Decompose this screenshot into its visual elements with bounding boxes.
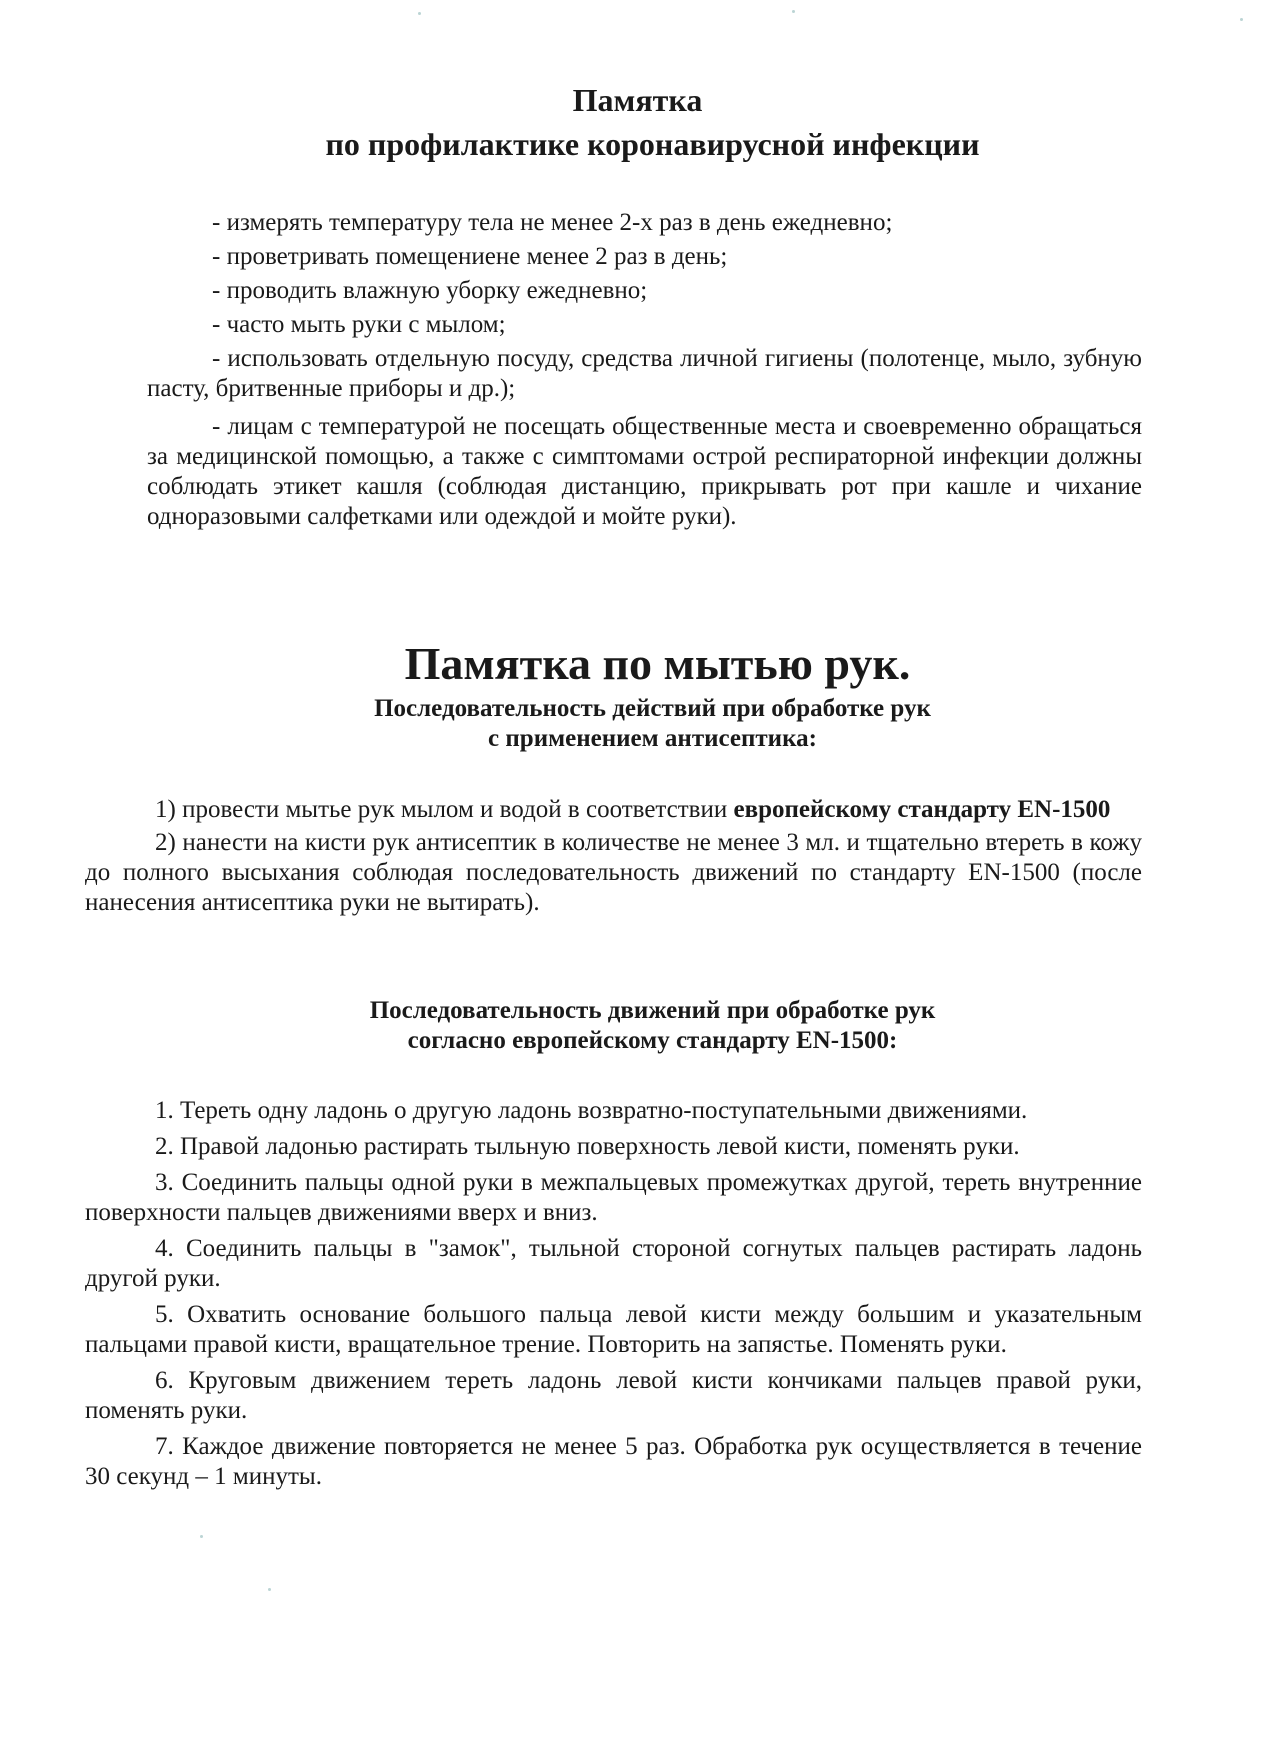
scan-speck (418, 12, 421, 15)
memo2-step-2: 2) нанести на кисти рук антисептик в количестве не менее 3 мл. и тщательно втереть в кожу до полного высыхания соблюдая последовательность движений по стандарту EN-1500 (после нанесения антисептика руки не вытирать). (85, 829, 1142, 916)
movement-item-7: 7. Каждое движение повторяется не менее 5 раз. Обработка рук осуществляется в течение 30 секунд – 1 минуты. (85, 1433, 1142, 1490)
memo1-item-1: - измерять температуру тела не менее 2-х раз в день ежедневно; (212, 209, 893, 236)
scan-speck (792, 10, 795, 13)
scan-speck (268, 1588, 271, 1591)
memo2-step-1-text: 1) провести мытье рук мылом и водой в соответствии (155, 796, 734, 823)
memo2-subtitle (0, 694, 1275, 754)
memo1-title-line1: Памятка (572, 82, 703, 118)
memo1-item-5: - использовать отдельную посуду, средства личной гигиены (полотенце, мыло, зубную пасту, бритвенные приборы и др.); (147, 345, 1142, 402)
movement-item-3: 3. Соединить пальцы одной руки в межпальцевых промежутках другой, тереть внутренние поверхности пальцев движениями вверх и вниз. (85, 1169, 1142, 1226)
movement-item-2: 2. Правой ладонью растирать тыльную поверхность левой кисти, поменять руки. (155, 1133, 1020, 1160)
memo1-title (0, 78, 1275, 166)
memo1-item-3: - проводить влажную уборку ежедневно; (212, 277, 648, 304)
memo2-steps (85, 795, 1142, 918)
scan-speck (1240, 18, 1243, 21)
memo1-item-4: - часто мыть руки с мылом; (212, 311, 506, 338)
memo1-title-line2: по профилактике коронавирусной инфекции (325, 126, 980, 162)
memo2-sequence-title-line1: Последовательность движений при обработке рук (369, 997, 936, 1024)
movement-item-6: 6. Круговым движением тереть ладонь левой кисти кончиками пальцев правой руки, поменять руки. (85, 1367, 1142, 1424)
scan-speck (200, 1535, 203, 1538)
movement-item-5: 5. Охватить основание большого пальца левой кисти между большим и указательным пальцами правой кисти, вращательное трение. Повторить на запястье. Поменять руки. (85, 1301, 1142, 1358)
memo2-step-1-bold: европейскому стандарту EN-1500 (733, 796, 1111, 823)
memo2-subtitle-line1: Последовательность действий при обработке рук (374, 695, 931, 722)
movement-item-1: 1. Тереть одну ладонь о другую ладонь возвратно-поступательными движениями. (155, 1097, 1028, 1124)
memo2-sequence-title (0, 996, 1275, 1056)
movement-item-4: 4. Соединить пальцы в "замок", тыльной стороной согнутых пальцев растирать ладонь другой руки. (85, 1235, 1142, 1292)
memo2-step-1 (85, 795, 1142, 825)
memo1-item-6: - лицам с температурой не посещать общественные места и своевременно обращаться за медицинской помощью, а также с симптомами острой респираторной инфекции должны соблюдать этикет кашля (соблюдая дистанцию, прикрывать рот при кашле и чихание одноразовыми салфетками или одеждой и мойте руки). (147, 413, 1142, 530)
memo2-sequence-title-line2: согласно европейскому стандарту EN-1500: (407, 1027, 898, 1054)
memo1-item-2: - проветривать помещениене менее 2 раз в день; (212, 243, 728, 270)
memo2-movements (85, 1096, 1142, 1492)
memo2-title: Памятка по мытью рук. (404, 638, 911, 689)
memo2-subtitle-line2: с применением антисептика: (488, 725, 817, 752)
